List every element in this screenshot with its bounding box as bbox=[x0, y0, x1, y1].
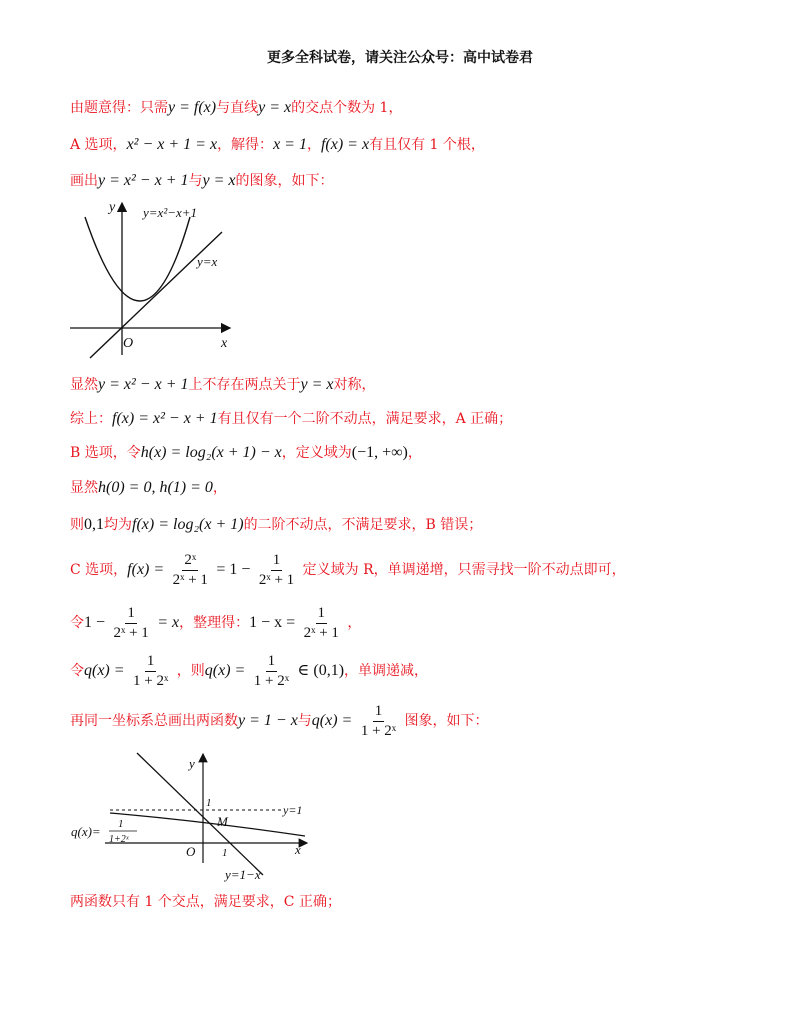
curve-label: y=x²−x+1 bbox=[143, 205, 198, 220]
line-y-equals-x bbox=[90, 232, 222, 358]
text-line-8: 则0,1均为f(x) = log₂(x + 1)的二阶不动点，不满足要求，B 错误； bbox=[70, 516, 483, 533]
tick-label-x-1: 1 bbox=[222, 847, 228, 859]
fraction: $\frac{1}{\text{2ˣ + 1}}$ bbox=[303, 605, 339, 641]
origin-label: O bbox=[186, 844, 196, 859]
text-line-10: 令1 − $\frac{1}{\text{2ˣ + 1}}$ = x，整理得：1 − x = $\frac{1}{\text{2ˣ + 1}}$ ， bbox=[70, 605, 362, 641]
text-line-2: A 选项，x² − x + 1 = x，解得：x = 1，f(x) = x有且仅有 1 个根， bbox=[70, 136, 485, 153]
fraction: $\frac{1}{\text{2ˣ + 1}}$ bbox=[113, 605, 149, 641]
graph-parabola-line bbox=[65, 195, 240, 360]
header-title: 更多全科试卷，请关注公众号：高中试卷君 bbox=[267, 50, 533, 66]
text-line-11: 令q(x) = $\frac{1}{\text{1 + 2ˣ}}$ ，则q(x) = $\frac{1}{\text{1 + 2ˣ}}$ ∈ (0,1)，单调递减， bbox=[70, 653, 429, 689]
fraction: $\frac{1}{\text{1 + 2ˣ}}$ bbox=[253, 653, 290, 689]
line-y-equals-1-minus-x bbox=[137, 753, 263, 875]
text-line-6: B 选项，令h(x) = log₂(x + 1) − x，定义域为(−1, +∞)， bbox=[70, 444, 422, 461]
text-line-12: 再同一坐标系总画出两函数y = 1 − x与q(x) = $\frac{1}{\text{1 + 2ˣ}}$ 图象，如下： bbox=[70, 703, 489, 739]
parabola-curve bbox=[85, 217, 190, 301]
fraction: $\frac{\text{2ˣ}}{\text{2ˣ + 1}}$ bbox=[172, 552, 208, 588]
x-axis-label: x bbox=[295, 842, 301, 857]
x-axis-label: x bbox=[221, 336, 228, 351]
fraction: $\frac{1}{\text{1 + 2ˣ}}$ bbox=[133, 653, 169, 689]
text-line-4: 显然y = x² − x + 1上不存在两点关于y = x对称， bbox=[70, 376, 376, 393]
text-line-7: 显然h(0) = 0, h(1) = 0， bbox=[70, 479, 227, 496]
graph-line-and-q bbox=[65, 748, 325, 888]
text-line-13: 两函数只有 1 个交点，满足要求，C 正确； bbox=[70, 894, 341, 910]
line-label: y=x bbox=[197, 254, 218, 269]
origin-label: O bbox=[123, 336, 134, 351]
text-line-1: 由题意得：只需y = f(x)与直线y = x的交点个数为 1， bbox=[70, 99, 403, 116]
text-line-3: 画出y = x² − x + 1与y = x的图象，如下： bbox=[70, 172, 334, 189]
text-line-5: 综上：f(x) = x² − x + 1有且仅有一个二阶不动点，满足要求，A 正确； bbox=[70, 410, 513, 427]
fraction: $\frac{1}{\text{2ˣ + 1}}$ bbox=[258, 552, 295, 588]
text-line-9: C 选项，f(x) = $\frac{\text{2ˣ}}{\text{2ˣ + 1}}$ = 1 − $\frac{1}{\text{2ˣ + 1}}$ 定义域为 R，单调递增，只需寻找一阶不动点即可， bbox=[70, 552, 626, 588]
asymptote-label: y=1 bbox=[283, 803, 303, 817]
q-curve bbox=[110, 813, 305, 836]
y-axis-label: y bbox=[109, 200, 116, 215]
tick-label-y-1: 1 bbox=[206, 797, 212, 809]
q-label: q(x)= bbox=[71, 824, 101, 839]
intersection-label: M bbox=[217, 814, 228, 829]
fraction: $\frac{1}{\text{1 + 2ˣ}}$ bbox=[360, 703, 397, 739]
line-label: y=1−x bbox=[225, 867, 261, 882]
y-axis-label: y bbox=[189, 756, 195, 771]
q-fraction-denominator: 1+2ˣ bbox=[109, 834, 129, 845]
q-fraction-numerator: 1 bbox=[118, 818, 124, 830]
